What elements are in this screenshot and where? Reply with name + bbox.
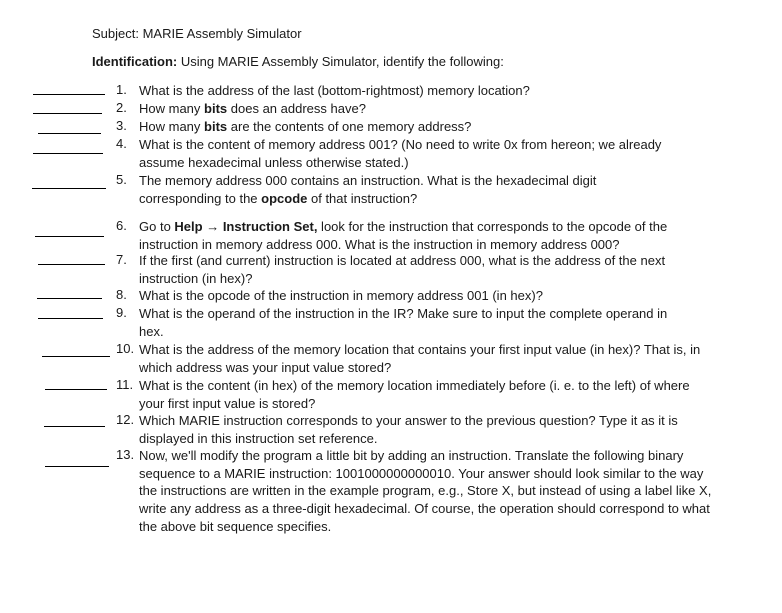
- answer-blank-8[interactable]: [37, 298, 102, 299]
- identification-text: Using MARIE Assembly Simulator, identify the following:: [177, 54, 504, 69]
- answer-blank-2[interactable]: [33, 113, 102, 114]
- question-text-13: Now, we'll modify the program a little bit by adding an instruction. Translate the following binary sequence to a MARIE instruction: 1001000000000010. Your answer should look similar to the way the instructions are written in the example program, e.g., Store X, but instead of using a label like X, write any address as a three-digit hexadecimal. Of course, the operation should correspond to what the above bit sequence specifies.: [139, 448, 712, 534]
- question-number-6: 6.: [116, 218, 127, 233]
- question-number-8: 8.: [116, 287, 127, 302]
- question-text-6: Go to Help → Instruction Set, look for the instruction that corresponds to the opcode of the instruction in memory address 000. What is the instruction in memory address 000?: [139, 219, 668, 252]
- question-number-10: 10.: [116, 341, 135, 356]
- identification-line: [92, 54, 504, 70]
- answer-blank-9[interactable]: [38, 318, 103, 319]
- question-number-5: 5.: [116, 172, 127, 187]
- question-text-7: If the first (and current) instruction is located at address 000, what is the address of the next instruction (in hex)?: [139, 253, 666, 286]
- answer-blank-11[interactable]: [45, 389, 107, 390]
- question-text-11: What is the content (in hex) of the memory location immediately before (i. e. to the left) of where your first input value is stored?: [139, 378, 690, 411]
- answer-blank-7[interactable]: [38, 264, 105, 265]
- answer-blank-10[interactable]: [42, 356, 110, 357]
- question-text-5: The memory address 000 contains an instruction. What is the hexadecimal digit corresponding to the opcode of that instruction?: [139, 173, 597, 206]
- answer-blank-13[interactable]: [45, 466, 109, 467]
- question-text-9: What is the operand of the instruction in the IR? Make sure to input the complete operand in hex.: [139, 306, 668, 339]
- question-text-1: What is the address of the last (bottom-rightmost) memory location?: [139, 83, 530, 98]
- question-number-11: 11.: [116, 377, 134, 392]
- question-number-7: 7.: [116, 252, 127, 267]
- answer-blank-5[interactable]: [32, 188, 106, 189]
- question-number-1: 1.: [116, 82, 127, 97]
- question-text-8: What is the opcode of the instruction in memory address 001 (in hex)?: [139, 288, 543, 303]
- question-number-9: 9.: [116, 305, 127, 320]
- identification-label: Identification:: [92, 54, 178, 69]
- question-text-2: How many bits does an address have?: [139, 101, 366, 116]
- question-text-3: How many bits are the contents of one memory address?: [139, 119, 472, 134]
- answer-blank-6[interactable]: [35, 236, 104, 237]
- answer-blank-4[interactable]: [33, 153, 103, 154]
- question-text-10: What is the address of the memory location that contains your first input value (in hex)? That is, in which address was your input value stored?: [139, 342, 701, 375]
- question-number-2: 2.: [116, 100, 127, 115]
- question-number-12: 12.: [116, 412, 135, 427]
- question-number-3: 3.: [116, 118, 127, 133]
- question-text-4: What is the content of memory address 001? (No need to write 0x from hereon; we already assume hexadecimal unless otherwise stated.): [139, 137, 662, 170]
- question-number-13: 13.: [116, 447, 135, 462]
- answer-blank-12[interactable]: [44, 426, 105, 427]
- question-text-12: Which MARIE instruction corresponds to your answer to the previous question? Type it as it is displayed in this instruction set reference.: [139, 413, 678, 446]
- subject-line: Subject: MARIE Assembly Simulator: [92, 26, 302, 41]
- answer-blank-3[interactable]: [38, 133, 101, 134]
- question-number-4: 4.: [116, 136, 127, 151]
- answer-blank-1[interactable]: [33, 94, 105, 95]
